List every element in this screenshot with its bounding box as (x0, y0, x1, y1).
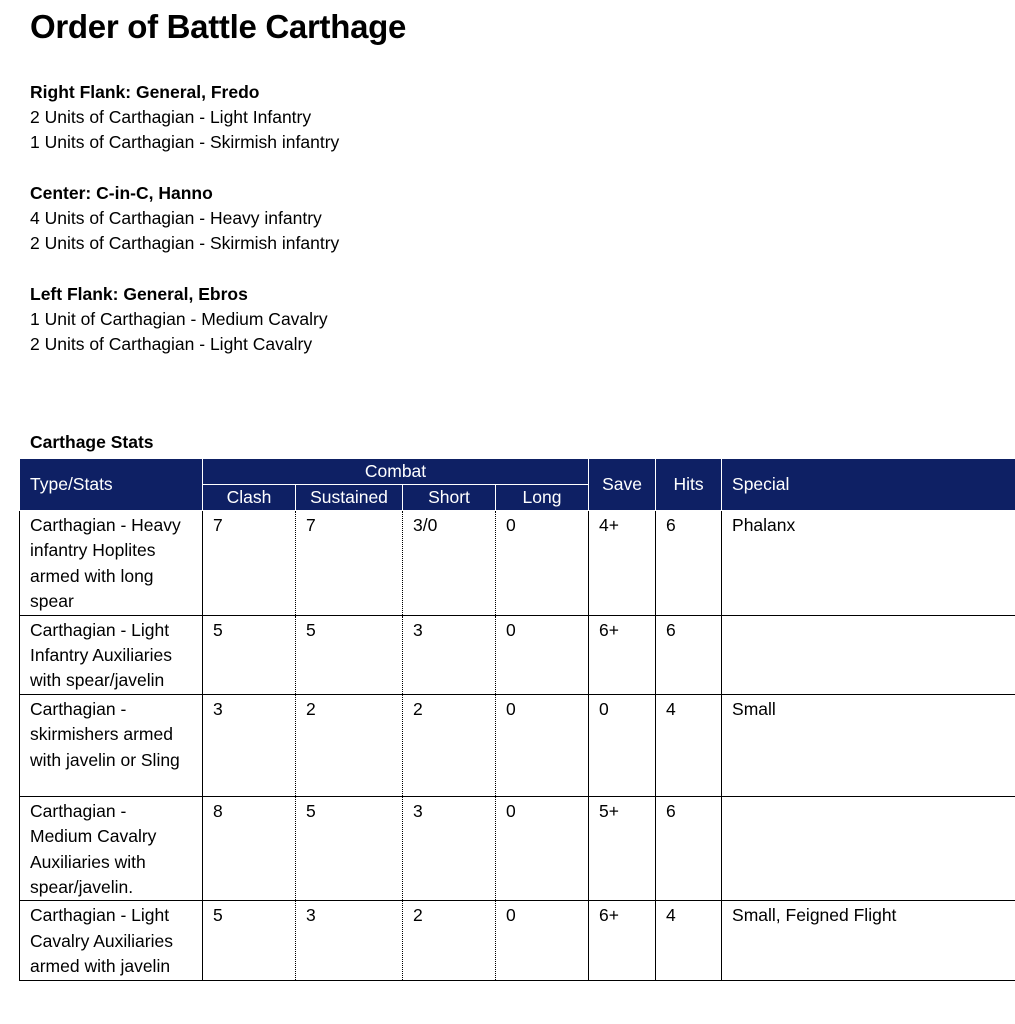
cell-hits: 4 (656, 901, 722, 980)
cell-long: 0 (496, 511, 589, 616)
table-row (20, 694, 1015, 796)
right-flank-line: 1 Units of Carthagian - Skirmish infantry (30, 132, 340, 152)
header-short: Short (403, 485, 496, 511)
header-combat: Combat (203, 459, 589, 485)
header-sustained: Sustained (296, 485, 403, 511)
cell-special: Small (722, 694, 1015, 796)
cell-hits: 6 (656, 511, 722, 616)
cell-clash: 7 (203, 511, 296, 616)
header-long: Long (496, 485, 589, 511)
left-flank-section (30, 282, 328, 357)
center-line: 4 Units of Carthagian - Heavy infantry (30, 208, 322, 228)
cell-type: Carthagian - Heavy infantry Hoplites armed with long spear (20, 511, 203, 616)
table-row (20, 796, 1015, 901)
cell-hits: 6 (656, 796, 722, 901)
cell-hits: 4 (656, 694, 722, 796)
header-type: Type/Stats (20, 459, 203, 511)
cell-long: 0 (496, 615, 589, 694)
cell-short: 3 (403, 796, 496, 901)
cell-save: 5+ (589, 796, 656, 901)
header-hits: Hits (656, 459, 722, 511)
right-flank-heading: Right Flank: General, Fredo (30, 82, 260, 102)
cell-long: 0 (496, 901, 589, 980)
cell-type: Carthagian - Medium Cavalry Auxiliaries with spear/javelin. (20, 796, 203, 901)
cell-special: Small, Feigned Flight (722, 901, 1015, 980)
cell-special (722, 615, 1015, 694)
header-clash: Clash (203, 485, 296, 511)
center-section (30, 181, 339, 256)
cell-save: 0 (589, 694, 656, 796)
right-flank-section (30, 80, 339, 155)
cell-short: 3 (403, 615, 496, 694)
cell-sustained: 5 (296, 796, 403, 901)
cell-sustained: 2 (296, 694, 403, 796)
cell-special (722, 796, 1015, 901)
right-flank-line: 2 Units of Carthagian - Light Infantry (30, 107, 312, 127)
left-flank-heading: Left Flank: General, Ebros (30, 284, 248, 304)
cell-type: Carthagian - Light Infantry Auxiliaries with spear/javelin (20, 615, 203, 694)
cell-save: 4+ (589, 511, 656, 616)
cell-special: Phalanx (722, 511, 1015, 616)
stats-heading: Carthage Stats (30, 432, 154, 452)
cell-type: Carthagian - skirmishers armed with javelin or Sling (20, 694, 203, 796)
cell-sustained: 5 (296, 615, 403, 694)
table-row (20, 511, 1015, 616)
cell-long: 0 (496, 796, 589, 901)
cell-sustained: 7 (296, 511, 403, 616)
cell-type: Carthagian - Light Cavalry Auxiliaries armed with javelin (20, 901, 203, 980)
cell-sustained: 3 (296, 901, 403, 980)
cell-save: 6+ (589, 615, 656, 694)
cell-clash: 5 (203, 615, 296, 694)
cell-clash: 5 (203, 901, 296, 980)
left-flank-line: 2 Units of Carthagian - Light Cavalry (30, 334, 313, 354)
cell-hits: 6 (656, 615, 722, 694)
table-row (20, 901, 1015, 980)
page-title: Order of Battle Carthage (30, 8, 407, 45)
table-row (20, 615, 1015, 694)
cell-long: 0 (496, 694, 589, 796)
cell-save: 6+ (589, 901, 656, 980)
cell-short: 2 (403, 901, 496, 980)
left-flank-line: 1 Unit of Carthagian - Medium Cavalry (30, 309, 328, 329)
cell-short: 2 (403, 694, 496, 796)
center-heading: Center: C-in-C, Hanno (30, 183, 213, 203)
stats-table (19, 458, 1015, 981)
header-save: Save (589, 459, 656, 511)
cell-clash: 8 (203, 796, 296, 901)
cell-short: 3/0 (403, 511, 496, 616)
header-special: Special (722, 459, 1015, 511)
center-line: 2 Units of Carthagian - Skirmish infantry (30, 233, 340, 253)
cell-clash: 3 (203, 694, 296, 796)
